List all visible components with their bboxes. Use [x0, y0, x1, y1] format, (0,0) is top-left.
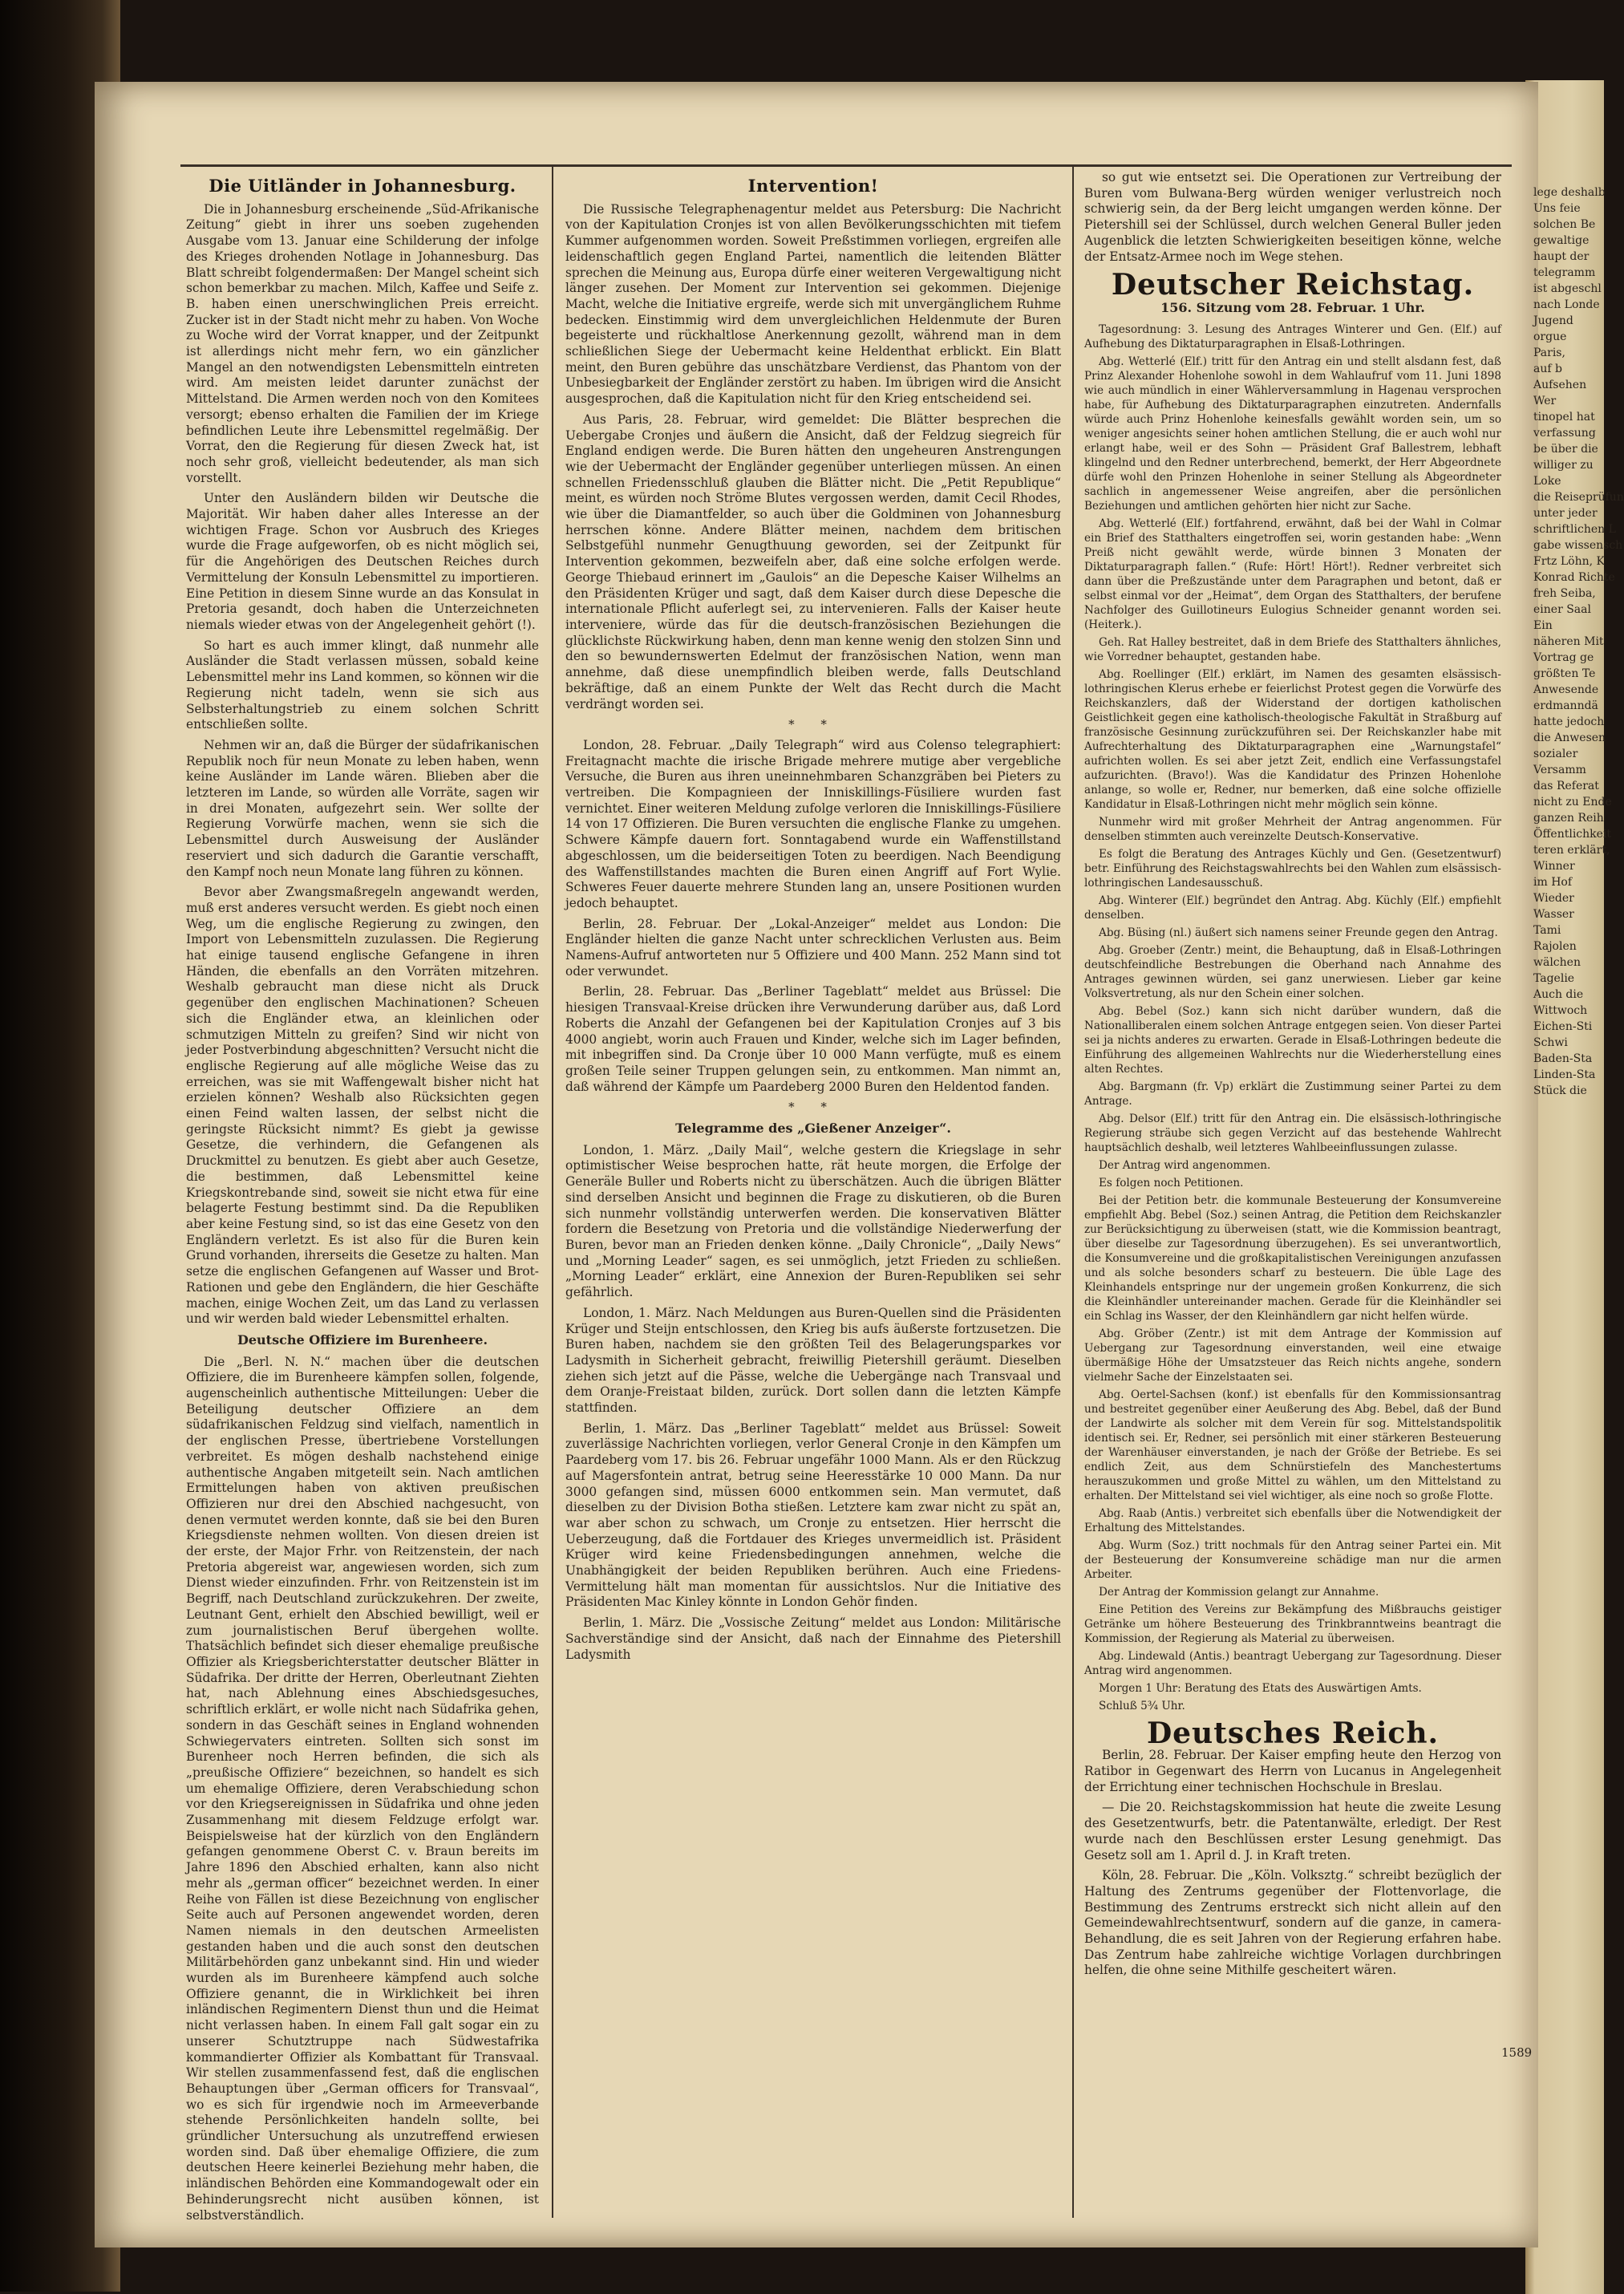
fragment-line: ist abgeschl: [1533, 282, 1602, 295]
subheadline-sitzung: 156. Sitzung vom 28. Februar. 1 Uhr.: [1160, 299, 1425, 315]
paragraph: Bevor aber Zwangsmaßregeln angewandt werden, muß erst anderes versucht werden. Es giebt noch einen Weg, um die englische Regierung zu zwingen, den Import von Lebensmitteln zuzulassen. Die Regierung hat einige tausend englische Gefangene in ihren Händen, die ebenfalls an den Vorräten mitzehren. Weshalb gebraucht man diese nicht als Druck gegenüber den englischen Machinationen? Scheuen sich die Engländer etwa, an kleinlichen oder schmutzigen Mitteln zu greifen? Sind wir nicht von jeder Postverbindung abgeschnitten? Versucht nicht die englische Regierung auf alle mögliche Weise das zu erreichen, was sie mit Waffengewalt bisher nicht hat erzielen können? Weshalb also Rücksichten gegen einen Feind walten lassen, der selbst nicht die geringste Rücksicht nimmt? Es giebt ja gewisse Gesetze, die verhindern, die Gefangenen als Druckmittel zu benutzen. Es giebt aber auch Gesetze, die bestimmen, daß Lebensmittel keine Kriegskontrebande sind, soweit sie nicht etwa für eine belagerte Festung bestimmt sind. Da die Republiken aber keine Festung sind, so ist das eine Gesetz von den Engländern verletzt. Es ist also für die Buren kein Grund vorhanden, ihrerseits die Gesetze zu halten. Man setze die englischen Gefangenen auf Wasser und Brot-Rationen und gebe den Engländern, die hier Geschäfte machen, einige Wochen Zeit, um das Land zu verlassen und wir werden bald wieder Lebensmittel erhalten.: [186, 885, 539, 1327]
fragment-line: näheren Mit: [1533, 635, 1604, 648]
paragraph: Abg. Wetterlé (Elf.) tritt für den Antrag ein und stellt alsdann fest, daß Prinz Alexander Hohenlohe sowohl in dem Wahlaufruf vom 11. Juni 1898 wie auch mündlich in einer Wählerversammlung in Hagenau versprochen habe, für Aufhebung des Diktaturparagraphen einzutreten. Andernfalls würde auch Prinz Hohenlohe keinesfalls gewählt worden sein, um so weniger angesichts seiner hohen amtlichen Stellung, die er auch wohl nur erlangt habe, weil er des Sohn — Präsident Graf Ballestrem, lebhaft klingelnd und den Redner unterbrechend, bemerkt, der Herr Abgeordnete dürfe wohl den Prinzen Hohenlohe in seiner Stellung als Abgeordneter sachlich in angemessener Weise angreifen, aber die persönlichen Beziehungen und amtlichen gehörten hier nicht zur Sache.: [1084, 355, 1501, 513]
fragment-line: Wer: [1533, 395, 1557, 407]
paragraph: Die „Berl. N. N.“ machen über die deutschen Offiziere, die im Burenheere kämpfen sollen, folgende, augenscheinlich authentische Mitteilungen: Ueber die Beteiligung deutscher Offiziere an dem südafrikanischen Feldzug sind vielfach, namentlich in der englischen Presse, übertriebene Vorstellungen verbreitet. Es mögen deshalb nachstehend einige authentische Angaben mitgeteilt sein. Nach amtlichen Ermittelungen haben von aktiven preußischen Offizieren nur drei den Abschied nachgesucht, von denen vermutet werden konnte, daß sie bei den Buren Kriegsdienste nehmen wollten. Von diesen dreien ist der erste, der Major Frhr. von Reitzenstein, der nach Pretoria abgereist war, angewiesen worden, sich zum Dienst wieder einzufinden. Frhr. von Reitzenstein ist im Begriff, nach Deutschland zurückzukehren. Der zweite, Leutnant Gent, erhielt den Abschied bewilligt, weil er zum journalistischen Beruf übergehen wollte. Thatsächlich befindet sich dieser ehemalige preußische Offizier als Kriegsberichterstatter deutscher Blätter in Südafrika. Der dritte der Herren, Oberleutnant Ziehten hat, nach Ablehnung eines Abschiedsgesuches, schriftlich erklärt, er wolle nicht nach Südafrika gehen, sondern in das Geschäft seines in England wohnenden Schwiegervaters eintreten. Sollten sich sonst im Burenheer noch Herren befinden, die sich als „preußische Offiziere“ bezeichnen, so handelt es sich um ehemalige Offiziere, deren Verabschiedung schon vor den Kriegsereignissen in Südafrika und ohne jeden Zusammenhang mit diesem Feldzuge erfolgt war. Beispielsweise hat der kürzlich von den Engländern gefangen genommene Oberst C. v. Braun bereits im Jahre 1896 den Abschied erhalten, kann also nicht mehr als „german officer“ bezeichnet werden. In einer Reihe von Fällen ist diese Bezeichnung von englischer Seite auch auf Personen angewendet worden, deren Namen niemals in den deutschen Armeelisten gestanden haben und die auch sonst den deutschen Militärbehörden ganz unbekannt sind. Hin und wieder wurden als im Burenheere kämpfend auch solche Offiziere genannt, die in Wirklichkeit bei ihren inländischen Regimentern Dienst thun und die Heimat nicht verlassen haben. In einem Fall galt sogar ein zu unserer Schutztruppe nach Südwestafrika kommandierter Offizier als Kombattant für Transvaal. Wir stellen zusammenfassend fest, daß die englischen Behauptungen über „German officers for Transvaal“, wo es sich für irgendwie noch im Armeeverbande stehende Persönlichkeiten handeln sollte, bei gründlicher Untersuchung als unzutreffend erwiesen worden sind. Daß über ehemalige Offiziere, die zum deutschen Heere keinerlei Beziehung mehr haben, die inländischen Behörden eine Kommandogewalt oder ein Behinderungsrecht nicht ausüben können, ist selbstverständlich.: [186, 1354, 539, 2223]
col1-article-body: [186, 202, 539, 1327]
headline-offiziere: Deutsche Offiziere im Burenheere.: [237, 1331, 488, 1348]
paragraph: — Die 20. Reichstagskommission hat heute die zweite Lesung des Gesetzentwurfs, betr. die Patentanwälte, erledigt. Der Rest wurde nach den Beschlüssen erster Lesung genehmigt. Das Gesetz soll am 1. April d. J. in Kraft treten.: [1084, 1800, 1501, 1862]
section-separator: * *: [788, 1100, 838, 1115]
paragraph: Abg. Bebel (Soz.) kann sich nicht darüber wundern, daß die Nationalliberalen einem solchen Antrage entgegen seien. Von dieser Partei sei ja nichts anderes zu erwarten. Gerade in Elsaß-Lothringen bedeute die Einführung des allgemeinen Wahlrechts nur die Wiederherstellung eines alten Rechtes.: [1084, 1004, 1501, 1076]
fragment-line: einer Saal: [1533, 603, 1591, 616]
paragraph: Schluß 5¾ Uhr.: [1099, 1699, 1185, 1712]
paragraph: Die Russische Telegraphenagentur meldet aus Petersburg: Die Nachricht von der Kapitulation Cronjes ist von allen Bevölkerungsschichten mit tiefem Kummer aufgenommen worden. Soweit Preßstimmen vorliegen, ergreifen alle leidenschaftlich gegen England Partei, namentlich die leitenden Blätter sprechen die Meinung aus, Europa dürfe einer weiteren Vergewaltigung nicht länger zusehen. Der Moment zur Intervention sei gekommen. Diejenige Macht, welche die Initiative ergreife, werde sich mit unvergänglichem Ruhme bedecken. Einstimmig wird dem unvergleichlichen Heldenmute der Buren begeisterte und rückhaltlose Anerkennung gezollt, während man in dem schließlichen Siege der Uebermacht keine Heldenthat erblickt. Ein Blatt meint, den Buren gebühre das unschätzbare Verdienst, das Phantom von der Unbesiegbarkeit der Engländer zerstört zu haben. Im übrigen wird die Ansicht ausgesprochen, daß die Kapitulation nicht für den Krieg entscheidend sei.: [565, 201, 1061, 407]
fragment-line: Baden-Sta: [1533, 1052, 1593, 1065]
paragraph: Abg. Groeber (Zentr.) meint, die Behauptung, daß in Elsaß-Lothringen deutschfeindliche Bestrebungen die Oberhand nach Annahme des Antrages gewinnen würden, sei ganz unerwiesen. Lieber gar keine Volksvertretung, als nur den Schein einer solchen.: [1084, 943, 1501, 1000]
fragment-line: Wieder: [1533, 892, 1574, 905]
paragraph: Es folgt die Beratung des Antrages Küchly und Gen. (Gesetzentwurf) betr. Einführung des Reichstagswahlrechts bei den Wahlen zum elsässisch-lothringischen Landesausschuß.: [1084, 847, 1501, 890]
fragment-line: Stück die: [1533, 1084, 1587, 1097]
paragraph: Abg. Delsor (Elf.) tritt für den Antrag ein. Die elsässisch-lothringische Regierung sträube sich gegen Verzicht auf das bestehende Wahlrecht hauptsächlich deshalb, weil letzteres Wahlbeeinflussungen zulasse.: [1084, 1112, 1501, 1154]
headline-intervention: Intervention!: [747, 176, 879, 196]
fragment-line: unter jeder: [1533, 507, 1598, 520]
column-rule-2: [1072, 164, 1074, 2218]
fragment-line: be über die: [1533, 443, 1598, 456]
fragment-line: Ein: [1533, 619, 1553, 632]
paragraph: Abg. Lindewald (Antis.) beantragt Uebergang zur Tagesordnung. Dieser Antrag wird angenommen.: [1084, 1649, 1501, 1677]
fragment-line: Schwi: [1533, 1036, 1568, 1049]
paragraph: Es folgen noch Petitionen.: [1099, 1176, 1244, 1190]
fragment-line: haupt der: [1533, 250, 1590, 263]
paragraph: Nunmehr wird mit großer Mehrheit der Antrag angenommen. Für denselben stimmten auch vereinzelte Deutsch-Konservative.: [1084, 815, 1501, 843]
fragment-line: ganzen Reih: [1533, 812, 1604, 825]
fragment-line: Linden-Sta: [1533, 1068, 1596, 1081]
paragraph: Unter den Ausländern bilden wir Deutsche die Majorität. Wir haben daher alles Interesse an der wichtigen Frage. Schon vor Ausbruch des Krieges wurde die Frage aufgeworfen, ob es nicht möglich sei, für die Angehörigen des Deutschen Reiches durch Vermittelung der Konsuln Lebensmittel zu importieren. Eine Petition in diesem Sinne wurde an das Konsulat in Pretoria gesandt, doch haben die Unterzeichneten niemals wieder etwas von der Angelegenheit gehört (!).: [186, 491, 539, 632]
fragment-line: orgue: [1533, 330, 1567, 343]
paragraph: Aus Paris, 28. Februar, wird gemeldet: Die Blätter besprechen die Uebergabe Cronjes und äußern die Ansicht, daß der Feldzug siegreich für England endigen werde. Die Buren hätten den ungeheuren Anstrengungen wie der Uebermacht der Engländer gegenüber unterliegen müssen. An einen schnellen Friedensschluß glauben die Blätter nicht. Die „Petit Republique“ meint, es würden noch Ströme Blutes vergossen werden, damit Cecil Rhodes, wie über die Diamantfelder, so auch über die Goldminen von Johannesburg herrschen könne. Andere Blätter meinen, nachdem dem britischen Selbstgefühl nunmehr Genugthuung geworden, sei der Zeitpunkt für Intervention gekommen, bezweifeln aber, daß eine solche erfolgen werde. George Thiebaud erinnert im „Gaulois“ an die Depesche Kaiser Wilhelms an den Präsidenten Krüger und sagt, daß dem Kaiser durch diese Depesche die internationale Pflicht auferlegt sei, zu intervenieren. Falls der Kaiser heute interveniere, würde das für die deutsch-französischen Beziehungen die glücklichste Rückwirkung haben, denn man kenne wenig den stolzen Sinn und den so bewundernswerten Edelmut der französischen Nation, wenn man annehme, daß diese unempfindlich bleiben werde, falls Deutschland bekräftige, daß an einem Punkte der Welt das Recht durch die Macht verdrängt worden sei.: [565, 411, 1061, 711]
paragraph: Berlin, 1. März. Die „Vossische Zeitung“ meldet aus London: Militärische Sachverständige sind der Ansicht, daß nach der Einnahme des Pietershill Ladysmith: [565, 1615, 1061, 1662]
fragment-line: verfassung: [1533, 427, 1596, 440]
fragment-line: Wittwoch: [1533, 1004, 1588, 1017]
fragment-line: die Anwesen: [1533, 732, 1606, 744]
fragment-line: auf b: [1533, 363, 1562, 375]
top-rule: [180, 164, 1512, 167]
paragraph: Berlin, 28. Februar. Das „Berliner Tageblatt“ meldet aus Brüssel: Die hiesigen Transvaal-Kreise drücken ihre Verwunderung darüber aus, daß Lord Roberts die Anzahl der Gefangenen bei der Kapitulation Cronjes auf 3 bis 4000 angiebt, worin auch Frauen und Kinder, welche sich im Lager befinden, mit inbegriffen sind. Da Cronje über 10 000 Mann verfügte, muß es einem großen Teile seiner Truppen gelungen sein, zu entkommen. Man nimmt an, daß während der Kämpfe um Paardeberg 2000 Buren den Heldentod fanden.: [565, 984, 1061, 1094]
fragment-line: im Hof: [1533, 876, 1573, 889]
paragraph: London, 28. Februar. „Daily Telegraph“ wird aus Colenso telegraphiert: Freitagnacht machte die irische Brigade mehrere mutige aber vergebliche Versuche, die Buren aus ihren uneinnehmbaren Schanzgräben bei Pieters zu vertreiben. Die Kompagnieen der Inniskillings-Füsiliere wurden fast vernichtet. Einer weiteren Meldung zufolge verloren die Inniskillings-Füsiliere 14 von 17 Offizieren. Die Buren versuchten die englische Flanke zu umgehen. Schwere Kämpfe dauern fort. Sonntagabend wurde ein Waffenstillstand abgeschlossen, um die beiderseitigen Toten zu beerdigen. Nach Beendigung des Waffenstillstandes machten die Buren einen Angriff auf Fort Wylie. Schweres Feuer dauerte mehrere Stunden lang an, unsere Positionen wurden jedoch behauptet.: [565, 737, 1061, 910]
fragment-line: Anwesende: [1533, 683, 1599, 696]
section-separator: * *: [788, 717, 838, 732]
paragraph: Abg. Bargmann (fr. Vp) erklärt die Zustimmung seiner Partei zu dem Antrage.: [1084, 1080, 1501, 1108]
paragraph: Abg. Raab (Antis.) verbreitet sich ebenfalls über die Notwendigkeit der Erhaltung des Mittelstandes.: [1084, 1506, 1501, 1534]
fragment-line: sozialer: [1533, 748, 1578, 760]
paragraph: Die in Johannesburg erscheinende „Süd-Afrikanische Zeitung“ giebt in ihrer uns soeben zugehenden Ausgabe vom 13. Januar eine Schilderung der infolge des Krieges drohenden Notlage in Johannesburg. Das Blatt schreibt folgendermaßen: Der Mangel scheint sich schon bemerkbar zu machen. Milch, Kaffee und Seife z. B. haben einen unerschwinglichen Preis erreicht. Zucker ist in der Stadt nicht mehr zu haben. Von Woche zu Woche wird der Vorrat knapper, und der Zeitpunkt ist allerdings nicht mehr fern, wo ein gänzlicher Mangel an den notwendigsten Lebensmitteln eintreten wird. Am meisten leidet darunter zunächst der Mittelstand. Die Armen werden noch von den Komitees versorgt; ebenso erhalten die Familien der im Kriege befindlichen Leute ihre Lebensmittel regelmäßig. Der Vorrat, den die Regierung für diesen Zweck hat, ist noch sehr groß, vielleicht bedeutender, als man sich vorstellt.: [186, 201, 539, 485]
headline-deutsches-reich: Deutsches Reich.: [1146, 1716, 1440, 1750]
paragraph: Köln, 28. Februar. Die „Köln. Volksztg.“ schreibt bezüglich der Haltung des Zentrums gegenüber der Flottenvorlage, die Bestimmung des Zentrums erstreckt sich nicht allein auf den Gemeindewahlrechtsentwurf, sondern auf die ganze, in camera-Behandlung, die es seit Jahren von der Regierung erfahren habe. Das Zentrum habe zahlreiche wichtige Vorlagen durchbringen helfen, die ohne seine Mithilfe gescheitert wären.: [1084, 1868, 1501, 1978]
fragment-line: die Reiseprüfun: [1533, 491, 1624, 504]
column-3: [1084, 170, 1501, 2223]
fragment-line: solchen Be: [1533, 218, 1596, 231]
headline-telegramme: Telegramme des „Gießener Anzeiger“.: [675, 1121, 951, 1137]
fragment-line: Auch die: [1533, 988, 1584, 1001]
fragment-line: Eichen-Sti: [1533, 1020, 1593, 1033]
fragment-line: telegramm: [1533, 266, 1596, 279]
fragment-line: Frtz Löhn, K: [1533, 555, 1605, 568]
fragment-line: Winner: [1533, 860, 1575, 873]
column-2: [565, 170, 1061, 2223]
paragraph: Bei der Petition betr. die kommunale Besteuerung der Konsumvereine empfiehlt Abg. Bebel (Soz.) seinen Antrag, die Petition dem Reichskanzler zur Berücksichtigung zu überweisen (statt, wie die Kommission beantragt, über dieselbe zur Tagesordnung überzugehen). Es sei unverantwortlich, die Konsumvereine und die großkapitalistischen Vereinigungen anzufassen und als solche besonders scharf zu besteuern. Die üble Lage des Kleinhandels entspringe nur der ungemein großen Konkurrenz, die sich die Kleinhändler untereinander machen. Gerade für die Kleinhändler sei ein Schlag ins Wasser, der den Kleinhändlern gar nicht helfen würde.: [1084, 1194, 1501, 1323]
col3-lead-body: [1084, 170, 1501, 265]
paragraph: Morgen 1 Uhr: Beratung des Etats des Auswärtigen Amts.: [1099, 1681, 1422, 1695]
col2-article-body-b: [565, 738, 1061, 1095]
fragment-line: Aufsehen: [1533, 379, 1587, 391]
paragraph: Berlin, 28. Februar. Der „Lokal-Anzeiger“ meldet aus London: Die Engländer hielten die ganze Nacht unter schrecklichen Verlusten aus. Beim Namens-Aufruf antworteten nur 5 Offiziere und 400 Mann. 252 Mann sind tot oder verwundet.: [565, 916, 1061, 979]
page-number: 1589: [1501, 2045, 1533, 2060]
fragment-line: freh Seiba,: [1533, 587, 1596, 600]
paragraph: Abg. Oertel-Sachsen (konf.) ist ebenfalls für den Kommissionsantrag und bestreitet gegenüber einer Aeußerung des Abg. Bebel, daß der Bund der Landwirte als solcher mit dem Verein für sog. Mittelstandspolitik identisch sei. Er, Redner, sei persönlich mit einer stärkeren Besteuerung der Warenhäuser einverstanden, je nach der Größe der Betriebe. Es sei endlich Zeit, aus dem Schnürstiefeln des Manchestertums herauszukommen und große Mittel zu wählen, um den Mittelstand zu erhalten. Der Mittelstand sei viel wichtiger, als eine noch so große Flotte.: [1084, 1388, 1501, 1502]
col1-article-body-2: [186, 1355, 539, 2224]
fragment-line: lege deshalb: [1533, 186, 1606, 199]
fragment-line: größten Te: [1533, 667, 1596, 680]
fragment-line: tinopel hat: [1533, 411, 1595, 424]
paragraph: Abg. Büsing (nl.) äußert sich namens seiner Freunde gegen den Antrag.: [1099, 926, 1498, 939]
fragment-line: Rajolen: [1533, 940, 1577, 953]
fragment-line: gabe wissensch: [1533, 539, 1623, 552]
fragment-line: williger zu: [1533, 459, 1594, 472]
paragraph: so gut wie entsetzt sei. Die Operationen zur Vertreibung der Buren vom Bulwana-Berg würden weniger verlustreich noch schwierig sein, da der Berg leicht umgangen werden könne. Der Pietershill sei der Schlüssel, durch welchen General Buller jeden Augenblick die letzten Schwierigkeiten beseitigen könne, welche der Entsatz-Armee noch im Wege stehen.: [1084, 170, 1501, 264]
fragment-line: das Referat: [1533, 780, 1599, 792]
col3-reichstag-body: [1084, 322, 1501, 1713]
fragment-line: wälchen: [1533, 956, 1581, 969]
paragraph: Berlin, 1. März. Das „Berliner Tageblatt“ meldet aus Brüssel: Soweit zuverlässige Nachrichten vorliegen, verlor General Cronje in den Kämpfen um Paardeberg vom 17. bis 26. Februar ungefähr 1000 Mann. Als er den Rückzug auf Magersfontein antrat, betrug seine Heeresstärke 10 000 Mann. Da nur 3000 gefangen sind, müssen 6000 entkommen sein. Man vermutet, daß dieselben zu der Division Botha stießen. Letztere kam zwar nicht zu spät an, war aber schon zu schwach, um Cronje zu entsetzen. Hier herrscht die Ueberzeugung, daß die Fortdauer des Krieges unvermeidlich ist. Präsident Krüger wird keine Friedensbedingungen annehmen, welche die Unabhängigkeit der beiden Republiken berühren. Auch eine Friedens-Vermittelung hält man momentan für aussichtslos. Nur die Initiative des Präsidenten Mac Kinley könnte in London Gehör finden.: [565, 1421, 1061, 1610]
col2-article-body: [565, 202, 1061, 713]
fragment-line: schriftlichen L: [1533, 523, 1616, 536]
paragraph: London, 1. März. „Daily Mail“, welche gestern die Kriegslage in sehr optimistischer Weise besprochen hatte, rät heute morgen, die Erfolge der Generäle Buller und Roberts nicht zu überschätzen. Auch die übrigen Blätter sind derselben Ansicht und beginnen die Frage zu diskutieren, ob die Buren sich nunmehr vollständig unterwerfen werden. Die konservativen Blätter fordern die Besetzung von Pretoria und die vollständige Niederwerfung der Buren, bevor man an Frieden denken könne. „Daily Chronicle“, „Daily News“ und „Morning Leader“ sagen, es sei unmöglich, jetzt Frieden zu schließen. „Morning Leader“ erklärt, eine Annexion der Buren-Republiken sei sehr gefährlich.: [565, 1142, 1061, 1300]
paragraph: Geh. Rat Halley bestreitet, daß in dem Briefe des Statthalters ähnliches, wie Vorredner behauptet, gestanden habe.: [1084, 635, 1501, 663]
fragment-line: Öffentlichkeit: [1533, 828, 1612, 841]
fragment-line: Tami: [1533, 924, 1561, 937]
paragraph: Der Antrag der Kommission gelangt zur Annahme.: [1099, 1585, 1379, 1599]
fragment-line: Konrad Richte: [1533, 571, 1615, 584]
fragment-line: gewaltige: [1533, 234, 1590, 247]
paragraph: Berlin, 28. Februar. Der Kaiser empfing heute den Herzog von Ratibor in Gegenwart des Herrn von Lucanus in Angelegenheit der Errichtung einer technischen Hochschule in Breslau.: [1084, 1748, 1501, 1794]
paragraph: Eine Petition des Vereins zur Bekämpfung des Mißbrauchs geistiger Getränke um höhere Besteuerung des Trinkbranntweins beantragt die Kommission, der Regierung als Material zu überweisen.: [1084, 1603, 1501, 1645]
paragraph: Abg. Roellinger (Elf.) erklärt, im Namen des gesamten elsässisch-lothringischen Klerus erhebe er feierlichst Protest gegen die Vorwürfe des Reichskanzlers, daß der Widerstand der dortigen katholischen Geistlichkeit gegen eine katholisch-theologische Fakultät in Straßburg auf französische Gesinnung zurückzuführen sei. Der Reichskanzler habe mit Aufrechterhaltung des Diktaturparagraphen eine „Warnungstafel“ aufrichten wollen. Es sei aber jetzt Zeit, endlich eine Verfassungstafel aufzurichten. (Bravo!). Was die Kandidatur des Prinzen Hohenlohe anlange, so wolle er, Redner, nur bemerken, daß eine solche offizielle Kandidatur in Elsaß-Lothringen nicht mehr möglich sein könne.: [1084, 667, 1501, 811]
paragraph: Tagesordnung: 3. Lesung des Antrages Winterer und Gen. (Elf.) auf Aufhebung des Diktaturparagraphen in Elsaß-Lothringen.: [1084, 322, 1501, 351]
fragment-line: Wasser: [1533, 908, 1574, 921]
fragment-line: teren erklärt,: [1533, 844, 1610, 857]
column-1: [186, 170, 539, 2223]
paragraph: London, 1. März. Nach Meldungen aus Buren-Quellen sind die Präsidenten Krüger und Steijn entschlossen, den Krieg bis aufs äußerste fortzusetzen. Die Buren haben, nachdem sie den größten Teil des Belagerungsparkes vor Ladysmith in Sicherheit gebracht, freiwillig Pietershill geräumt. Dieselben ziehen sich jetzt auf die Pässe, welche die Uebergänge nach Transvaal und dem Oranje-Freistaat bilden, zurück. Dort sollen dann die letzten Kämpfe stattfinden.: [565, 1305, 1061, 1416]
paragraph: Abg. Wurm (Soz.) tritt nochmals für den Antrag seiner Partei ein. Mit der Besteuerung der Konsumvereine schädige man nur die armen Arbeiter.: [1084, 1538, 1501, 1581]
fragment-line: Uns feie: [1533, 202, 1581, 215]
fragment-line: Paris,: [1533, 347, 1565, 359]
paragraph: Nehmen wir an, daß die Bürger der südafrikanischen Republik noch für neun Monate zu leben haben, wenn keine Ausländer im Lande wären. Blieben aber die letzteren im Lande, so würden alle Vorräte, sagen wir in drei Monaten, aufgezehrt sein. Wer sollte der Regierung Vorwürfe machen, wenn sie sich die Lebensmittel durch Ausweisung der Ausländer reserviert und sich dadurch die Garantie verschafft, den Kampf noch neun Monate lang führen zu können.: [186, 737, 539, 879]
paragraph: Der Antrag wird angenommen.: [1099, 1158, 1271, 1172]
col3-reich-body: [1084, 1748, 1501, 1979]
fragment-line: Vortrag ge: [1533, 651, 1594, 664]
facing-page-fragments: [1533, 184, 1624, 2029]
fragment-line: Jugend: [1533, 314, 1573, 327]
fragment-line: erdmanndä: [1533, 699, 1598, 712]
fragment-line: hatte jedoch: [1533, 715, 1605, 728]
fragment-line: Loke: [1533, 475, 1561, 488]
headline-reichstag: Deutscher Reichstag.: [1111, 268, 1475, 302]
fragment-line: nicht zu Ende: [1533, 796, 1612, 809]
paragraph: Abg. Wetterlé (Elf.) fortfahrend, erwähnt, daß bei der Wahl in Colmar ein Brief des Statthalters eingetroffen sei, worin gestanden habe: „Wenn Preiß nicht gewählt werde, würde binnen 3 Monaten der Diktaturparagraph fallen.“ (Rufe: Hört! Hört!). Redner verbreitet sich dann über die Preßzustände unter dem Paragraphen und betont, daß er selbst einmal vor der „Heimat“, dem Organ des Statthalters, der berufene Nachfolger des Guillotineurs Eulogius Schneider genannt worden sei. (Heiterk.).: [1084, 517, 1501, 631]
column-rule-1: [552, 164, 553, 2218]
fragment-line: Versamm: [1533, 764, 1586, 776]
fragment-line: Tagelie: [1533, 972, 1575, 985]
headline-uitlaender: Die Uitländer in Johannesburg.: [209, 176, 516, 196]
paragraph: Abg. Gröber (Zentr.) ist mit dem Antrage der Kommission auf Uebergang zur Tagesordnung einverstanden, weil eine etwaige übermäßige Höhe der Umsatzsteuer das Reich nichts angehe, sondern vielmehr Sache der Einzelstaaten sei.: [1084, 1327, 1501, 1384]
paragraph: Abg. Winterer (Elf.) begründet den Antrag. Abg. Küchly (Elf.) empfiehlt denselben.: [1084, 894, 1501, 922]
paragraph: So hart es auch immer klingt, daß nunmehr alle Ausländer die Stadt verlassen müssen, sobald keine Lebensmittel mehr ins Land kommen, so können wir die Regierung nicht tadeln, wenn sie sich aus Selbsterhaltungstrieb zu einem solchen Schritt entschließen sollte.: [186, 638, 539, 732]
col2-telegram-body: [565, 1143, 1061, 1664]
fragment-line: nach Londe: [1533, 298, 1600, 311]
